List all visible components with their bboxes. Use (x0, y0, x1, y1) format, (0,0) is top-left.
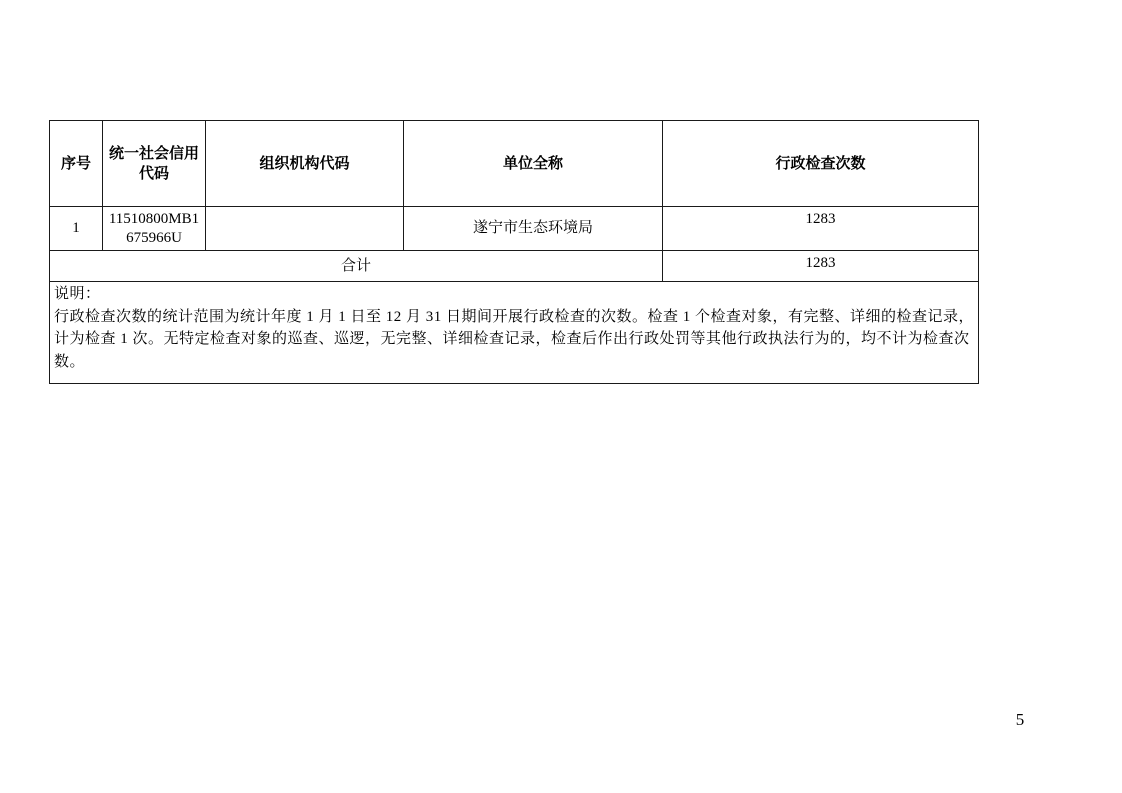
inspection-count-table (49, 120, 979, 384)
header-credit-code: 统一社会信用代码 (103, 121, 206, 207)
cell-org-code (206, 207, 404, 251)
notes-cell (50, 282, 979, 384)
table-header-row (50, 121, 979, 207)
total-row (50, 251, 979, 282)
page-number: 5 (1015, 710, 1025, 729)
total-value: 1283 (663, 251, 979, 282)
cell-inspection-count: 1283 (663, 207, 979, 251)
header-seq: 序号 (50, 121, 103, 207)
cell-unit-name: 遂宁市生态环境局 (404, 207, 663, 251)
notes-row (50, 282, 979, 384)
header-unit-name: 单位全称 (404, 121, 663, 207)
total-label: 合计 (50, 251, 663, 282)
notes-label: 说明： (54, 286, 101, 302)
notes-text: 行政检查次数的统计范围为统计年度 1 月 1 日至 12 月 31 日期间开展行政检查的次数。检查 1 个检查对象，有完整、详细的检查记录，计为检查 1 次。无特定检查对象的巡查、巡逻，无完整、详细检查记录，检查后作出行政处罚等其他行政执法行为的，均不计为检查次数。 (54, 308, 975, 370)
header-org-code: 组织机构代码 (206, 121, 404, 207)
header-inspection-count: 行政检查次数 (663, 121, 979, 207)
table-row (50, 207, 979, 251)
cell-seq: 1 (50, 207, 103, 251)
cell-credit-code: 11510800MB1675966U (103, 207, 206, 251)
